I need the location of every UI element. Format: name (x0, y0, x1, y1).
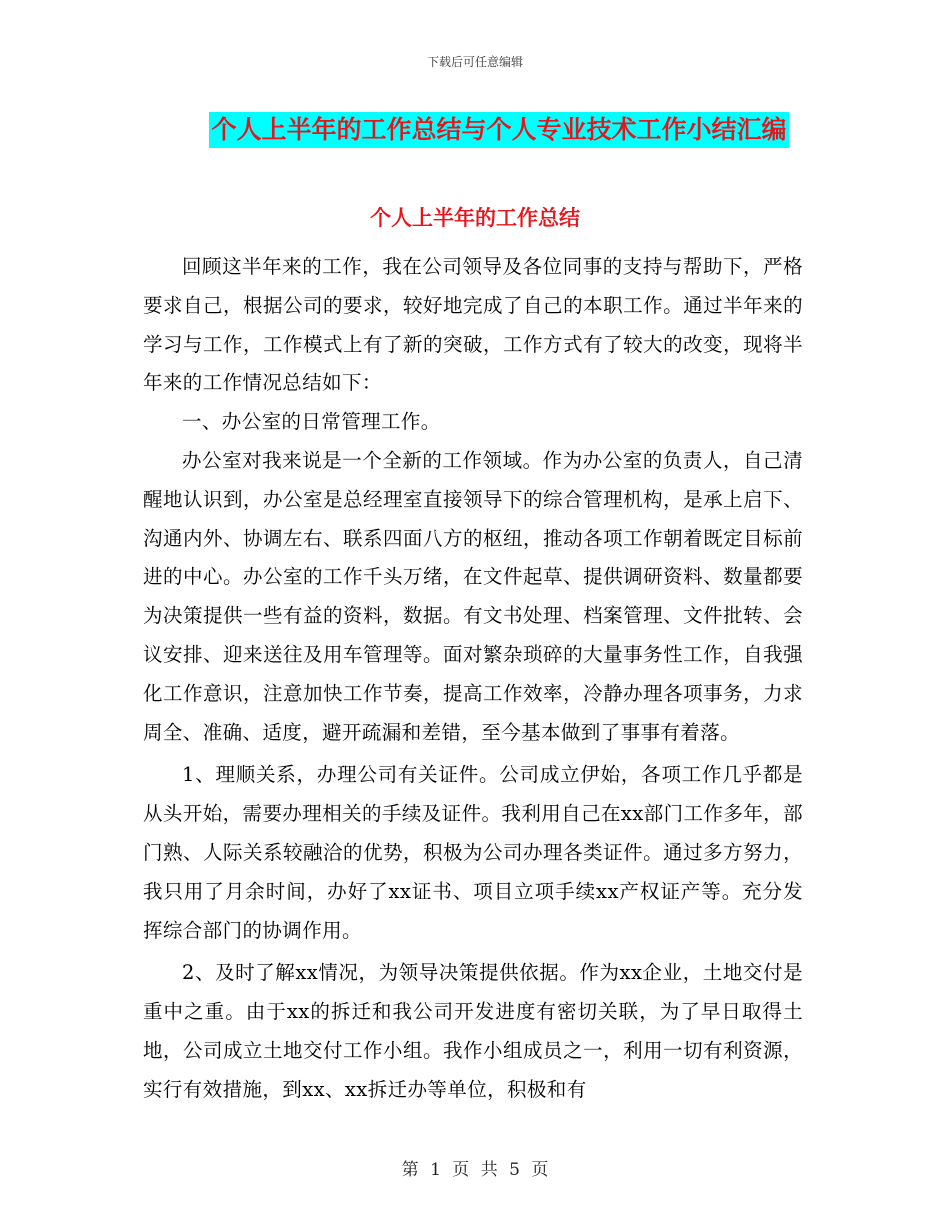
document-main-title: 个人上半年的工作总结与个人专业技术工作小结汇编 (209, 112, 788, 148)
paragraph-item-1: 1、理顺关系，办理公司有关证件。公司成立伊始，各项工作几乎都是从头开始，需要办理相关的手续及证件。我利用自己在xx部门工作多年，部门熟、人际关系较融洽的优势，积极为公司办理各类证件。通过多方努力，我只用了月余时间，办好了xx证书、项目立项手续xx产权证产等。充分发挥综合部门的协调作用。 (143, 763, 803, 942)
paragraph-intro: 回顾这半年来的工作，我在公司领导及各位同事的支持与帮助下，严格要求自己，根据公司的要求，较好地完成了自己的本职工作。通过半年来的学习与工作，工作模式上有了新的突破，工作方式有了较大的改变，现将半年来的工作情况总结如下： (143, 255, 803, 395)
document-body (143, 248, 803, 1110)
paragraph-office-work: 办公室对我来说是一个全新的工作领域。作为办公室的负责人，自己清醒地认识到，办公室是总经理室直接领导下的综合管理机构，是承上启下、沟通内外、协调左右、联系四面八方的枢纽，推动各项工作朝着既定目标前进的中心。办公室的工作千头万绪，在文件起草、提供调研资料、数量都要为决策提供一些有益的资料，数据。有文书处理、档案管理、文件批转、会议安排、迎来送往及用车管理等。面对繁杂琐碎的大量事务性工作，自我强化工作意识，注意加快工作节奏，提高工作效率，冷静办理各项事务，力求周全、准确、适度，避开疏漏和差错，至今基本做到了事事有着落。 (143, 448, 803, 744)
page-header-note: 下载后可任意编辑 (426, 55, 523, 69)
paragraph-heading-office: 一、办公室的日常管理工作。 (182, 410, 441, 434)
page-footer-number: 第 1 页 共 5 页 (401, 1160, 549, 1180)
section-title: 个人上半年的工作总结 (370, 205, 580, 230)
paragraph-item-2: 2、及时了解xx情况，为领导决策提供依据。作为xx企业，土地交付是重中之重。由于xx的拆迁和我公司开发进度有密切关联，为了早日取得土地，公司成立土地交付工作小组。我作小组成员之一，利用一切有利资源，实行有效措施，到xx、xx拆迁办等单位，积极和有 (143, 961, 803, 1101)
main-title-wrap (0, 112, 950, 148)
